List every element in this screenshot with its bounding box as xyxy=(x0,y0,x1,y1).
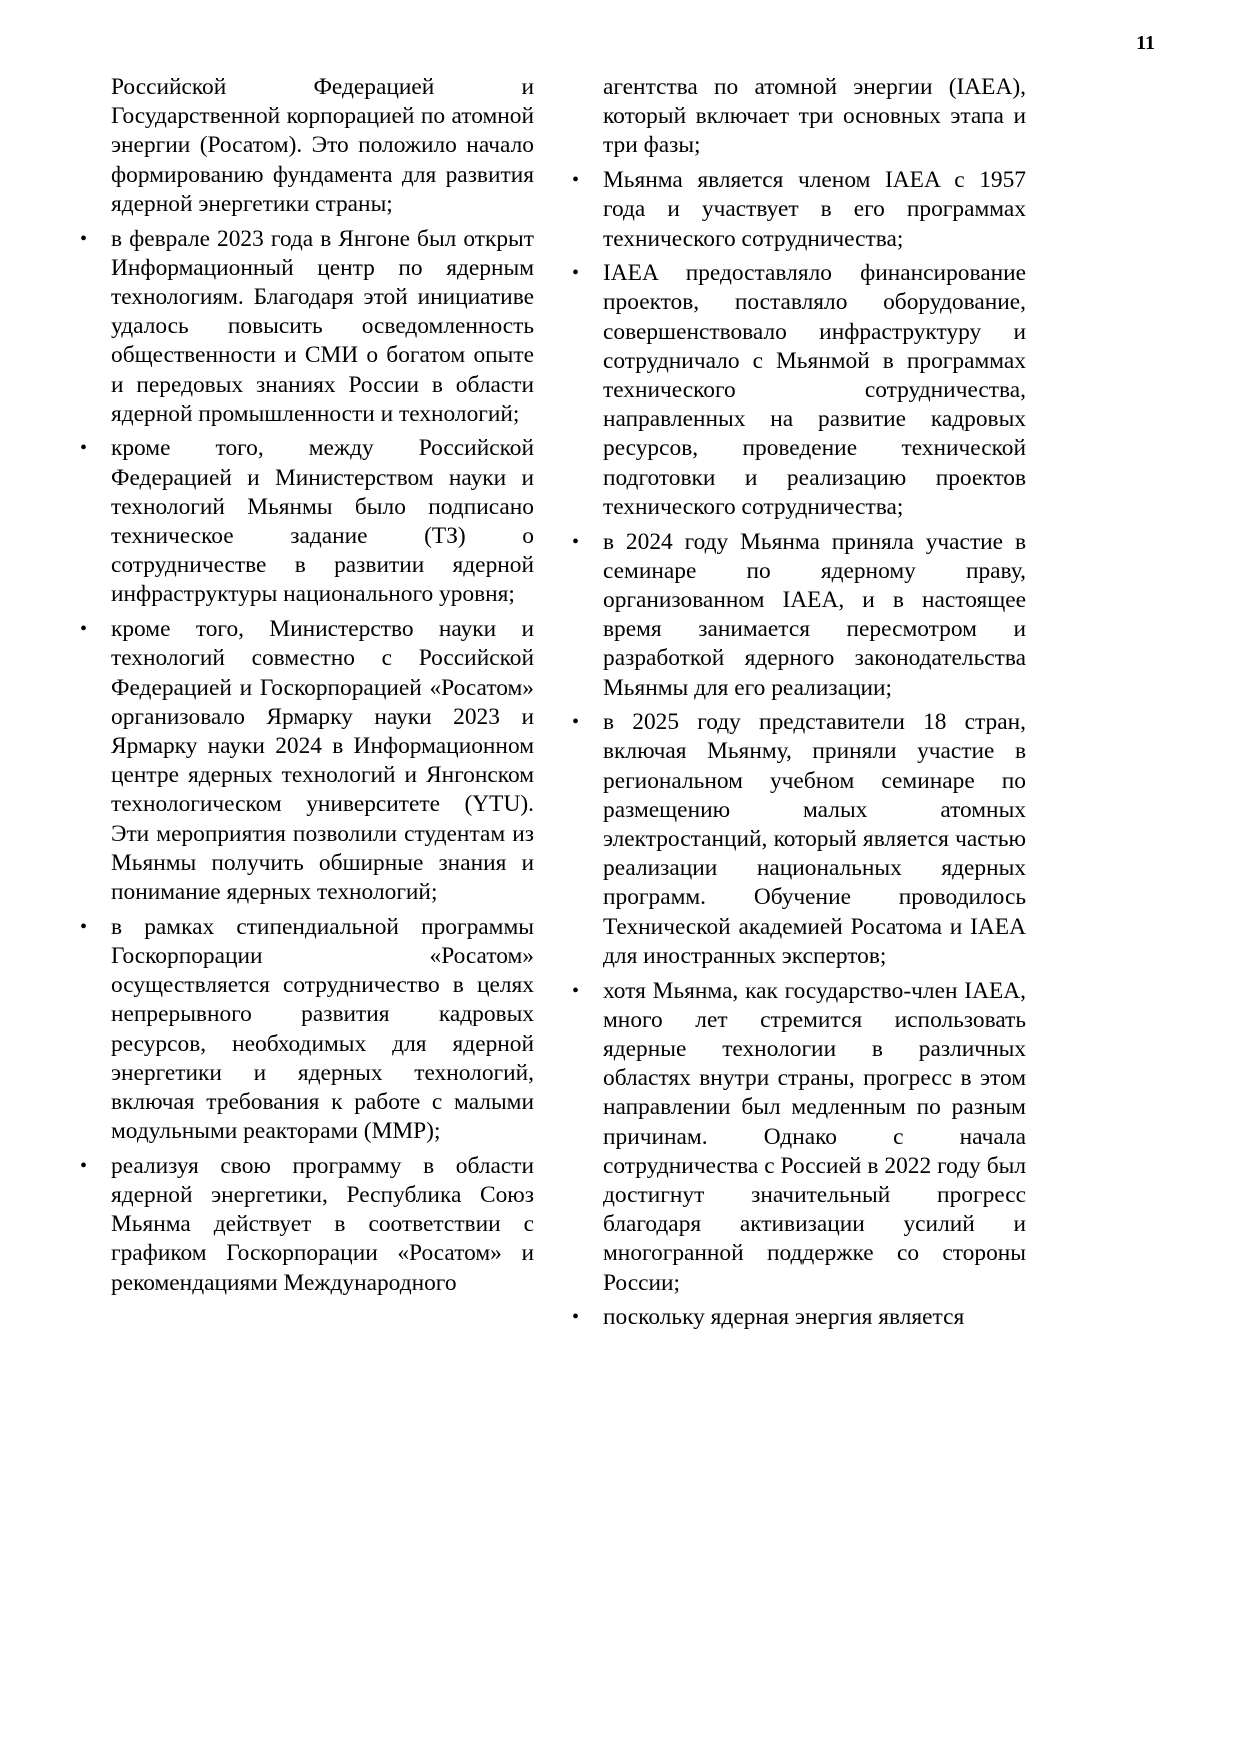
list-item: • Мьянма является членом IAEA с 1957 года и участвует в его программах технического сотрудничества; xyxy=(603,166,1026,254)
list-item: • IAEA предоставляло финансирование проектов, поставляло оборудование, совершенствовало инфраструктуру и сотрудничало с Мьянмой в программах технического сотрудничества, направленных на развитие кадровых ресурсов, проведение технической подготовки и реализацию проектов технического сотрудничества; xyxy=(603,259,1026,522)
list-item: • реализуя свою программу в области ядерной энергетики, Республика Союз Мьянма действует в соответствии с графиком Госкорпорации «Росатом» и рекомендациями Международного xyxy=(111,1152,534,1298)
bullet-list xyxy=(603,166,1026,1332)
list-item: • поскольку ядерная энергия является xyxy=(603,1303,1026,1332)
list-item: • в 2025 году представители 18 стран, включая Мьянму, приняли участие в региональном учебном семинаре по размещению малых атомных электростанций, который является частью реализации национальных ядерных программ. Обучение проводилось Технической академией Росатома и IAEA для иностранных экспертов; xyxy=(603,708,1026,971)
right-column xyxy=(603,73,1026,1333)
list-item: • в 2024 году Мьянма приняла участие в семинаре по ядерному праву, организованном IAEA, и в настоящее время занимается пересмотром и разработкой ядерного законодательства Мьянмы для его реализации; xyxy=(603,528,1026,703)
bullet-list xyxy=(111,225,534,1298)
list-item: • кроме того, между Российской Федерацией и Министерством науки и технологий Мьянмы было подписано техническое задание (ТЗ) о сотрудничестве в развитии ядерной инфраструктуры национального уровня; xyxy=(111,434,534,609)
page-number: 11 xyxy=(1136,32,1155,54)
continuation-paragraph: агентства по атомной энергии (IAEA), который включает три основных этапа и три фазы; xyxy=(603,74,1026,159)
list-item: • в рамках стипендиальной программы Госкорпорации «Росатом» осуществляется сотрудничество в целях непрерывного развития кадровых ресурсов, необходимых для ядерной энергетики и ядерных технологий, включая требования к работе с малыми модульными реакторами (ММР); xyxy=(111,913,534,1147)
list-item: • хотя Мьянма, как государство-член IAEA, много лет стремится использовать ядерные технологии в различных областях внутри страны, прогресс в этом направлении был медленным по разным причинам. Однако с начала сотрудничества с Россией в 2022 году был достигнут значительный прогресс благодаря активизации усилий и многогранной поддержке со стороны России; xyxy=(603,977,1026,1298)
continuation-paragraph: Российской Федерацией и Государственной корпорацией по атомной энергии (Росатом). Это положило начало формированию фундамента для развития ядерной энергетики страны; xyxy=(111,74,534,217)
list-item: • в феврале 2023 года в Янгоне был открыт Информационный центр по ядерным технологиям. Благодаря этой инициативе удалось повысить осведомленность общественности и СМИ о богатом опыте и передовых знаниях России в области ядерной промышленности и технологий; xyxy=(111,225,534,429)
left-column xyxy=(111,73,534,1298)
list-item: • кроме того, Министерство науки и технологий совместно с Российской Федерацией и Госкорпорацией «Росатом» организовало Ярмарку науки 2023 и Ярмарку науки 2024 в Информационном центре ядерных технологий и Янгонском технологическом университете (YTU). Эти мероприятия позволили студентам из Мьянмы получить обширные знания и понимание ядерных технологий; xyxy=(111,615,534,907)
